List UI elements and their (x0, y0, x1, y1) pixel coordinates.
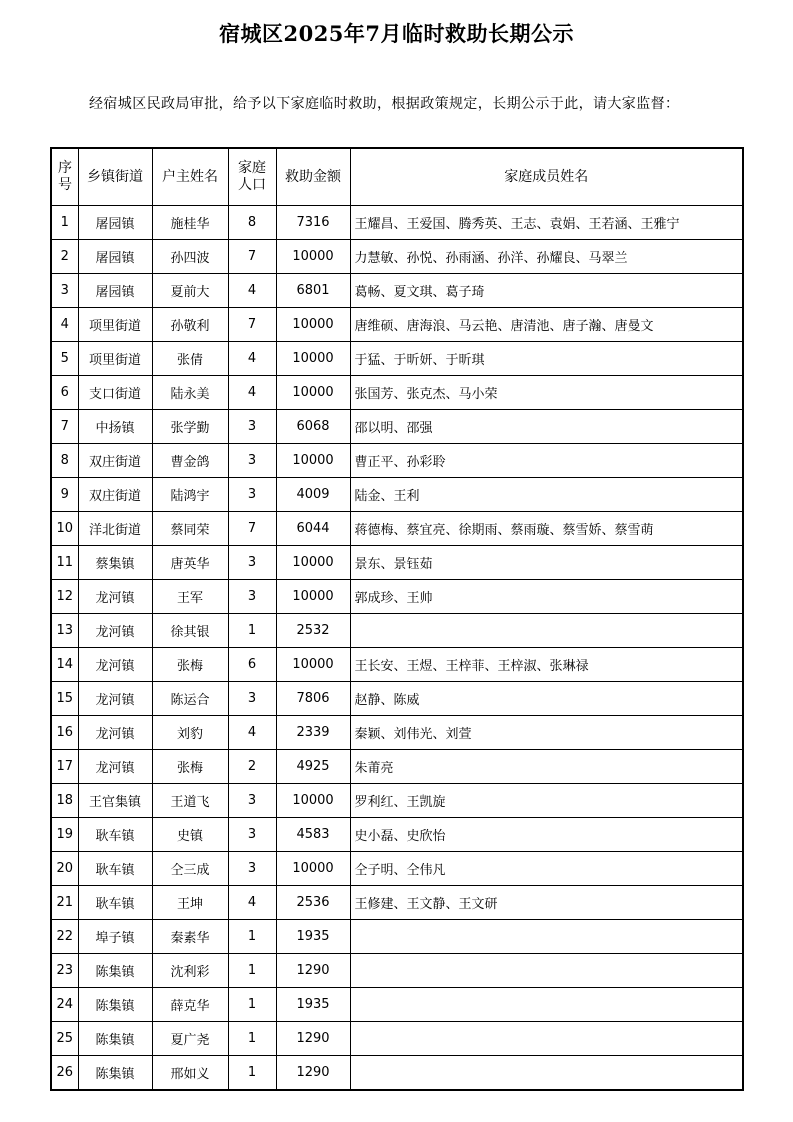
intro-paragraph: 经宿城区民政局审批，给予以下家庭临时救助，根据政策规定，长期公示于此，请大家监督： (89, 96, 680, 112)
cell-township: 龙河镇 (78, 614, 152, 648)
cell-householder: 刘豹 (152, 716, 228, 750)
cell-township: 陈集镇 (78, 954, 152, 988)
cell-members: 张国芳、张克杰、马小荣 (350, 376, 743, 410)
cell-householder: 王军 (152, 580, 228, 614)
cell-township: 项里街道 (78, 308, 152, 342)
cell-family-size: 3 (228, 478, 276, 512)
cell-index: 6 (51, 376, 78, 410)
cell-index: 4 (51, 308, 78, 342)
cell-township: 中扬镇 (78, 410, 152, 444)
cell-family-size: 3 (228, 852, 276, 886)
cell-index: 11 (51, 546, 78, 580)
cell-family-size: 3 (228, 580, 276, 614)
table-row (51, 580, 743, 614)
cell-members: 葛畅、夏文琪、葛子琦 (350, 274, 743, 308)
table-row (51, 920, 743, 954)
cell-index: 24 (51, 988, 78, 1022)
cell-members: 罗利红、王凯旋 (350, 784, 743, 818)
cell-township: 龙河镇 (78, 682, 152, 716)
cell-family-size: 4 (228, 376, 276, 410)
cell-householder: 徐其银 (152, 614, 228, 648)
cell-family-size: 3 (228, 784, 276, 818)
cell-township: 陈集镇 (78, 1056, 152, 1091)
table-row (51, 512, 743, 546)
cell-householder: 陈运合 (152, 682, 228, 716)
cell-index: 12 (51, 580, 78, 614)
table-row (51, 444, 743, 478)
cell-township: 陈集镇 (78, 988, 152, 1022)
table-row (51, 1056, 743, 1091)
cell-amount: 10000 (276, 580, 350, 614)
cell-family-size: 3 (228, 682, 276, 716)
cell-family-size: 4 (228, 274, 276, 308)
cell-amount: 7316 (276, 206, 350, 240)
table-row (51, 716, 743, 750)
cell-members: 秦颖、刘伟光、刘萱 (350, 716, 743, 750)
cell-members: 王修建、王文静、王文研 (350, 886, 743, 920)
cell-amount: 6068 (276, 410, 350, 444)
cell-family-size: 8 (228, 206, 276, 240)
cell-amount: 2532 (276, 614, 350, 648)
cell-members: 王耀昌、王爱国、腾秀英、王志、袁娟、王若涵、王雅宁 (350, 206, 743, 240)
table-row (51, 988, 743, 1022)
cell-amount: 10000 (276, 444, 350, 478)
table-row (51, 954, 743, 988)
table-row (51, 376, 743, 410)
cell-index: 17 (51, 750, 78, 784)
cell-members (350, 1022, 743, 1056)
table-body (51, 206, 743, 1091)
cell-householder: 施桂华 (152, 206, 228, 240)
cell-index: 5 (51, 342, 78, 376)
page-title: 宿城区2025年7月临时救助长期公示 (218, 21, 575, 46)
cell-householder: 唐英华 (152, 546, 228, 580)
table-row (51, 308, 743, 342)
table-row (51, 206, 743, 240)
cell-index: 23 (51, 954, 78, 988)
table-row (51, 818, 743, 852)
cell-householder: 薛克华 (152, 988, 228, 1022)
cell-amount: 10000 (276, 852, 350, 886)
cell-amount: 4583 (276, 818, 350, 852)
cell-family-size: 4 (228, 716, 276, 750)
cell-township: 项里街道 (78, 342, 152, 376)
cell-amount: 4009 (276, 478, 350, 512)
header-township: 乡镇街道 (78, 148, 152, 206)
cell-amount: 10000 (276, 376, 350, 410)
table-row (51, 852, 743, 886)
cell-members: 景东、景钰茹 (350, 546, 743, 580)
cell-members (350, 614, 743, 648)
cell-township: 屠园镇 (78, 240, 152, 274)
table-row (51, 342, 743, 376)
cell-householder: 沈利彩 (152, 954, 228, 988)
cell-township: 耿车镇 (78, 886, 152, 920)
cell-index: 10 (51, 512, 78, 546)
cell-township: 屠园镇 (78, 206, 152, 240)
cell-township: 耿车镇 (78, 818, 152, 852)
relief-table (50, 147, 744, 1091)
table-row (51, 546, 743, 580)
cell-township: 耿车镇 (78, 852, 152, 886)
cell-amount: 7806 (276, 682, 350, 716)
cell-members: 唐维硕、唐海浪、马云艳、唐清池、唐子瀚、唐曼文 (350, 308, 743, 342)
table-row (51, 614, 743, 648)
cell-township: 蔡集镇 (78, 546, 152, 580)
cell-amount: 1290 (276, 1022, 350, 1056)
cell-householder: 张倩 (152, 342, 228, 376)
table-row (51, 750, 743, 784)
table-row (51, 648, 743, 682)
cell-amount: 1290 (276, 954, 350, 988)
cell-index: 3 (51, 274, 78, 308)
cell-amount: 10000 (276, 342, 350, 376)
cell-amount: 10000 (276, 546, 350, 580)
table-row (51, 478, 743, 512)
cell-family-size: 4 (228, 342, 276, 376)
cell-amount: 10000 (276, 648, 350, 682)
table-row (51, 1022, 743, 1056)
cell-index: 9 (51, 478, 78, 512)
cell-householder: 夏前大 (152, 274, 228, 308)
cell-index: 14 (51, 648, 78, 682)
cell-members (350, 1056, 743, 1091)
cell-index: 26 (51, 1056, 78, 1091)
cell-householder: 张梅 (152, 648, 228, 682)
cell-amount: 10000 (276, 308, 350, 342)
cell-householder: 王坤 (152, 886, 228, 920)
cell-householder: 王道飞 (152, 784, 228, 818)
cell-amount: 6044 (276, 512, 350, 546)
cell-members: 朱莆亮 (350, 750, 743, 784)
cell-index: 8 (51, 444, 78, 478)
cell-family-size: 1 (228, 954, 276, 988)
cell-householder: 陆永美 (152, 376, 228, 410)
cell-family-size: 1 (228, 614, 276, 648)
cell-amount: 6801 (276, 274, 350, 308)
table-row (51, 240, 743, 274)
cell-family-size: 3 (228, 444, 276, 478)
cell-householder: 曹金鸽 (152, 444, 228, 478)
cell-members: 史小磊、史欣怡 (350, 818, 743, 852)
table-row (51, 784, 743, 818)
table-row (51, 274, 743, 308)
cell-township: 龙河镇 (78, 648, 152, 682)
cell-members: 王长安、王煜、王梓菲、王梓淑、张琳禄 (350, 648, 743, 682)
cell-family-size: 3 (228, 410, 276, 444)
cell-family-size: 1 (228, 1056, 276, 1091)
cell-householder: 孙四波 (152, 240, 228, 274)
cell-index: 19 (51, 818, 78, 852)
cell-amount: 1290 (276, 1056, 350, 1091)
cell-township: 龙河镇 (78, 716, 152, 750)
cell-index: 18 (51, 784, 78, 818)
cell-index: 13 (51, 614, 78, 648)
cell-index: 15 (51, 682, 78, 716)
cell-householder: 张梅 (152, 750, 228, 784)
cell-family-size: 7 (228, 240, 276, 274)
cell-family-size: 3 (228, 546, 276, 580)
cell-family-size: 1 (228, 920, 276, 954)
cell-householder: 夏广尧 (152, 1022, 228, 1056)
cell-members: 赵静、陈威 (350, 682, 743, 716)
cell-members: 曹正平、孙彩聆 (350, 444, 743, 478)
cell-family-size: 1 (228, 988, 276, 1022)
cell-township: 双庄街道 (78, 444, 152, 478)
cell-index: 25 (51, 1022, 78, 1056)
cell-index: 21 (51, 886, 78, 920)
cell-members: 力慧敏、孙悦、孙雨涵、孙洋、孙耀良、马翠兰 (350, 240, 743, 274)
cell-members (350, 920, 743, 954)
table-header-row (51, 148, 743, 206)
cell-members: 于猛、于昕妍、于昕琪 (350, 342, 743, 376)
cell-householder: 张学勤 (152, 410, 228, 444)
cell-township: 埠子镇 (78, 920, 152, 954)
cell-members: 郭成珍、王帅 (350, 580, 743, 614)
cell-index: 7 (51, 410, 78, 444)
cell-members: 仝子明、仝伟凡 (350, 852, 743, 886)
cell-householder: 孙敬利 (152, 308, 228, 342)
cell-amount: 2339 (276, 716, 350, 750)
cell-family-size: 3 (228, 818, 276, 852)
cell-township: 龙河镇 (78, 580, 152, 614)
cell-index: 22 (51, 920, 78, 954)
cell-amount: 1935 (276, 920, 350, 954)
cell-township: 支口街道 (78, 376, 152, 410)
cell-township: 洋北街道 (78, 512, 152, 546)
table-row (51, 886, 743, 920)
cell-index: 20 (51, 852, 78, 886)
cell-family-size: 4 (228, 886, 276, 920)
cell-index: 1 (51, 206, 78, 240)
cell-householder: 仝三成 (152, 852, 228, 886)
cell-amount: 10000 (276, 784, 350, 818)
cell-family-size: 7 (228, 512, 276, 546)
cell-householder: 邢如义 (152, 1056, 228, 1091)
cell-members (350, 954, 743, 988)
cell-members: 邵以明、邵强 (350, 410, 743, 444)
header-members: 家庭成员姓名 (350, 148, 743, 206)
cell-family-size: 6 (228, 648, 276, 682)
cell-township: 陈集镇 (78, 1022, 152, 1056)
cell-index: 2 (51, 240, 78, 274)
cell-householder: 史镇 (152, 818, 228, 852)
cell-family-size: 1 (228, 1022, 276, 1056)
cell-householder: 蔡同荣 (152, 512, 228, 546)
cell-amount: 1935 (276, 988, 350, 1022)
cell-township: 屠园镇 (78, 274, 152, 308)
header-amount: 救助金额 (276, 148, 350, 206)
header-family-size: 家庭人口 (228, 148, 276, 206)
cell-members (350, 988, 743, 1022)
cell-index: 16 (51, 716, 78, 750)
table-row (51, 682, 743, 716)
cell-householder: 秦素华 (152, 920, 228, 954)
cell-amount: 4925 (276, 750, 350, 784)
cell-township: 王官集镇 (78, 784, 152, 818)
cell-township: 双庄街道 (78, 478, 152, 512)
table-row (51, 410, 743, 444)
header-index: 序号 (51, 148, 78, 206)
cell-members: 蒋德梅、蔡宜亮、徐期雨、蔡雨璇、蔡雪娇、蔡雪萌 (350, 512, 743, 546)
cell-members: 陆金、王利 (350, 478, 743, 512)
header-householder: 户主姓名 (152, 148, 228, 206)
cell-amount: 10000 (276, 240, 350, 274)
cell-township: 龙河镇 (78, 750, 152, 784)
cell-family-size: 7 (228, 308, 276, 342)
cell-family-size: 2 (228, 750, 276, 784)
cell-amount: 2536 (276, 886, 350, 920)
cell-householder: 陆鸿宇 (152, 478, 228, 512)
